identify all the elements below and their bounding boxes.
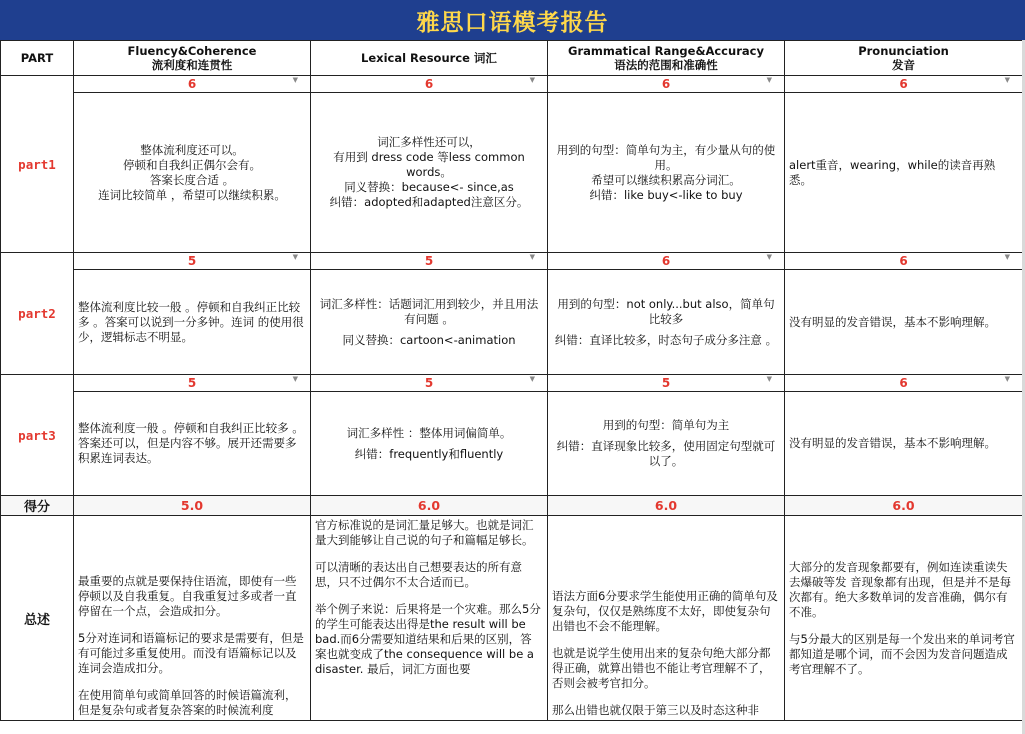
score-value: 6 bbox=[187, 76, 197, 91]
content-row-part3 bbox=[1, 392, 1023, 496]
summary-paragraph: 最重要的点就是要保持住语流，即使有一些停顿以及自我重复。自我重复过多或者一直停留在一个点，会造成扣分。 bbox=[78, 574, 297, 618]
dropdown-arrow-icon: ▼ bbox=[529, 253, 535, 261]
content-row-part2 bbox=[1, 270, 1023, 375]
header-fluency: Fluency&Coherence 流利度和连贯性 bbox=[74, 41, 311, 76]
header-part: PART bbox=[1, 41, 74, 76]
score-label-cell: part2 bbox=[1, 253, 74, 375]
dropdown-arrow-icon: ▼ bbox=[766, 253, 772, 261]
content-row-part1 bbox=[1, 93, 1023, 253]
feedback-line: 纠错：直译现象比较多，使用固定句型就可以了。 bbox=[556, 439, 776, 468]
feedback-line: 纠错：直译比较多，时态句子成分多注意 。 bbox=[554, 332, 778, 347]
feedback-line: 整体流利度一般 。停顿和自我纠正比较多 。答案还可以，但是内容不够。展开还需要多积累连词表达。 bbox=[78, 421, 304, 465]
summary-paragraph: 那么出错也就仅限于第三以及时态这种非 bbox=[552, 703, 759, 717]
score-value: 6 bbox=[899, 76, 908, 91]
feedback-line: 整体流利度还可以。 bbox=[140, 142, 244, 157]
dropdown-arrow-icon: ▼ bbox=[766, 76, 772, 84]
feedback-line: 希望可以继续积累高分词汇。 bbox=[591, 172, 741, 187]
feedback-line: 用到的句型：简单句为主，有少量从句的使用。 bbox=[556, 142, 776, 172]
score-label-cell: part1 bbox=[1, 76, 74, 253]
score-value: 5 bbox=[424, 253, 434, 268]
feedback-line: 纠错：adopted和adapted注意区分。 bbox=[329, 195, 529, 209]
feedback-cell bbox=[311, 270, 548, 375]
feedback-line: 词汇多样性还可以， bbox=[377, 135, 481, 149]
part-score bbox=[785, 76, 1023, 93]
score-value: 5 bbox=[187, 375, 197, 390]
summary-cell bbox=[74, 516, 311, 721]
part-score bbox=[311, 375, 548, 392]
feedback-line: 同义替换：cartoon<-animation bbox=[342, 332, 516, 347]
summary-paragraph: 语法方面6分要求学生能使用正确的简单句及复杂句，仅仅是熟练度不太好，即使复杂句出错也不会不能理解。 bbox=[552, 589, 778, 633]
summary-paragraph: 与5分最大的区别是每一个发出来的单词考官都知道是哪个词，而不会因为发音问题造成考官理解不了。 bbox=[789, 631, 1015, 676]
header-pronunciation: Pronunciation 发音 bbox=[785, 41, 1023, 76]
score-value: 6 bbox=[661, 76, 671, 91]
dropdown-arrow-icon: ▼ bbox=[1004, 76, 1010, 84]
score-label-cell: part3 bbox=[1, 375, 74, 496]
part-score bbox=[311, 253, 548, 270]
feedback-cell bbox=[548, 93, 785, 253]
total-score: 6.0 bbox=[548, 496, 785, 516]
summary-paragraph: 在使用简单句或简单回答的时候语篇流利，但是复杂句或者复杂答案的时候流利度 bbox=[78, 688, 297, 717]
summary-paragraph: 可以清晰的表达出自己想要表达的所有意思，只不过偶尔不太合适而已。 bbox=[315, 560, 522, 589]
part-score bbox=[785, 375, 1023, 392]
feedback-cell bbox=[785, 270, 1023, 375]
part-score bbox=[311, 76, 548, 93]
total-score: 5.0 bbox=[74, 496, 311, 516]
feedback-line: 词汇多样性：话题词汇用到较少，并且用法有问题 。 bbox=[319, 296, 539, 326]
part-score bbox=[548, 253, 785, 270]
summary-label: 总述 bbox=[1, 516, 74, 721]
feedback-cell bbox=[548, 270, 785, 375]
feedback-line: 用到的句型：简单句为主 bbox=[602, 418, 730, 432]
summary-row bbox=[1, 516, 1023, 721]
summary-paragraph: 5分对连词和语篇标记的要求是需要有，但是有可能过多重复使用。而没有语篇标记以及连词会造成扣分。 bbox=[78, 631, 304, 675]
summary-cell bbox=[311, 516, 548, 721]
dropdown-arrow-icon: ▼ bbox=[529, 375, 535, 383]
feedback-line: 用到的句型：not only...but also，简单句比较多 bbox=[557, 296, 775, 326]
score-value: 5 bbox=[661, 375, 671, 390]
score-value: 6 bbox=[899, 375, 908, 390]
feedback-line: 没有明显的发音错误，基本不影响理解。 bbox=[789, 436, 996, 450]
report-table bbox=[0, 40, 1023, 721]
header-row bbox=[1, 41, 1023, 76]
part-score bbox=[74, 253, 311, 270]
score-value: 6 bbox=[899, 253, 908, 268]
summary-paragraph: 也就是说学生使用出来的复杂句绝大部分都得正确，就算出错也不能让考官理解不了，否则会被考官扣分。 bbox=[552, 646, 771, 690]
part-score bbox=[74, 76, 311, 93]
dropdown-arrow-icon: ▼ bbox=[292, 253, 298, 261]
feedback-cell bbox=[785, 392, 1023, 496]
total-score: 6.0 bbox=[785, 496, 1023, 516]
feedback-cell bbox=[785, 93, 1023, 253]
summary-cell bbox=[785, 516, 1023, 721]
score-row-part1 bbox=[1, 76, 1023, 93]
feedback-line: 没有明显的发音错误，基本不影响理解。 bbox=[789, 314, 996, 329]
feedback-line: 答案长度合适 。 bbox=[149, 172, 235, 187]
feedback-line: 纠错：like buy<-like to buy bbox=[589, 187, 743, 202]
feedback-line: alert重音，wearing，while的读音再熟悉。 bbox=[789, 157, 996, 187]
feedback-cell bbox=[74, 93, 311, 253]
dropdown-arrow-icon: ▼ bbox=[292, 375, 298, 383]
score-row-part3 bbox=[1, 375, 1023, 392]
summary-cell bbox=[548, 516, 785, 721]
feedback-cell bbox=[548, 392, 785, 496]
dropdown-arrow-icon: ▼ bbox=[1004, 253, 1010, 261]
score-row-part2 bbox=[1, 253, 1023, 270]
feedback-cell bbox=[311, 392, 548, 496]
part-score bbox=[785, 253, 1023, 270]
total-label: 得分 bbox=[1, 496, 74, 516]
report-title: 雅思口语模考报告 bbox=[0, 0, 1025, 40]
dropdown-arrow-icon: ▼ bbox=[529, 76, 535, 84]
total-row bbox=[1, 496, 1023, 516]
score-value: 6 bbox=[424, 76, 434, 91]
feedback-line: 连词比较简单 ，希望可以继续积累。 bbox=[98, 187, 286, 202]
feedback-line: 纠错：frequently和fluently bbox=[354, 446, 504, 461]
total-score: 6.0 bbox=[311, 496, 548, 516]
feedback-line: 有用到 dress code 等less common words。 bbox=[333, 150, 525, 179]
dropdown-arrow-icon: ▼ bbox=[1004, 375, 1010, 383]
header-grammar: Grammatical Range&Accuracy 语法的范围和准确性 bbox=[548, 41, 785, 76]
score-value: 5 bbox=[187, 253, 197, 268]
part-score bbox=[548, 76, 785, 93]
dropdown-arrow-icon: ▼ bbox=[292, 76, 298, 84]
header-lexical: Lexical Resource 词汇 bbox=[311, 41, 548, 76]
feedback-cell bbox=[311, 93, 548, 253]
feedback-line: 同义替换：because<- since,as bbox=[344, 180, 514, 194]
feedback-line: 词汇多样性 ：整体用词偏简单。 bbox=[346, 425, 512, 440]
score-value: 5 bbox=[424, 375, 434, 390]
summary-paragraph: 举个例子来说：后果将是一个灾难。那么5分的学生可能表达出得是the result will be bad.而6分需要知道结果和后果的区别，答案也就变成了the consequence will be a disaster. 最后，词汇方面也要 bbox=[315, 602, 541, 676]
feedback-cell bbox=[74, 270, 311, 375]
feedback-line: 整体流利度比较一般 。停顿和自我纠正比较多 。答案可以说到一分多钟。连词 的使用很少，逻辑标志不明显。 bbox=[78, 299, 304, 344]
feedback-line: 停顿和自我纠正偶尔会有。 bbox=[123, 157, 261, 172]
summary-paragraph: 官方标准说的是词汇量足够大。也就是词汇量大到能够让自己说的句子和篇幅足够长。 bbox=[315, 518, 534, 547]
feedback-cell bbox=[74, 392, 311, 496]
score-value: 6 bbox=[661, 253, 671, 268]
dropdown-arrow-icon: ▼ bbox=[766, 375, 772, 383]
part-score bbox=[74, 375, 311, 392]
summary-paragraph: 大部分的发音现象都要有，例如连读重读失去爆破等发 音现象都有出现，但是并不是每次都有。绝大多数单词的发音准确，偶尔有不准。 bbox=[789, 559, 1012, 619]
part-score bbox=[548, 375, 785, 392]
